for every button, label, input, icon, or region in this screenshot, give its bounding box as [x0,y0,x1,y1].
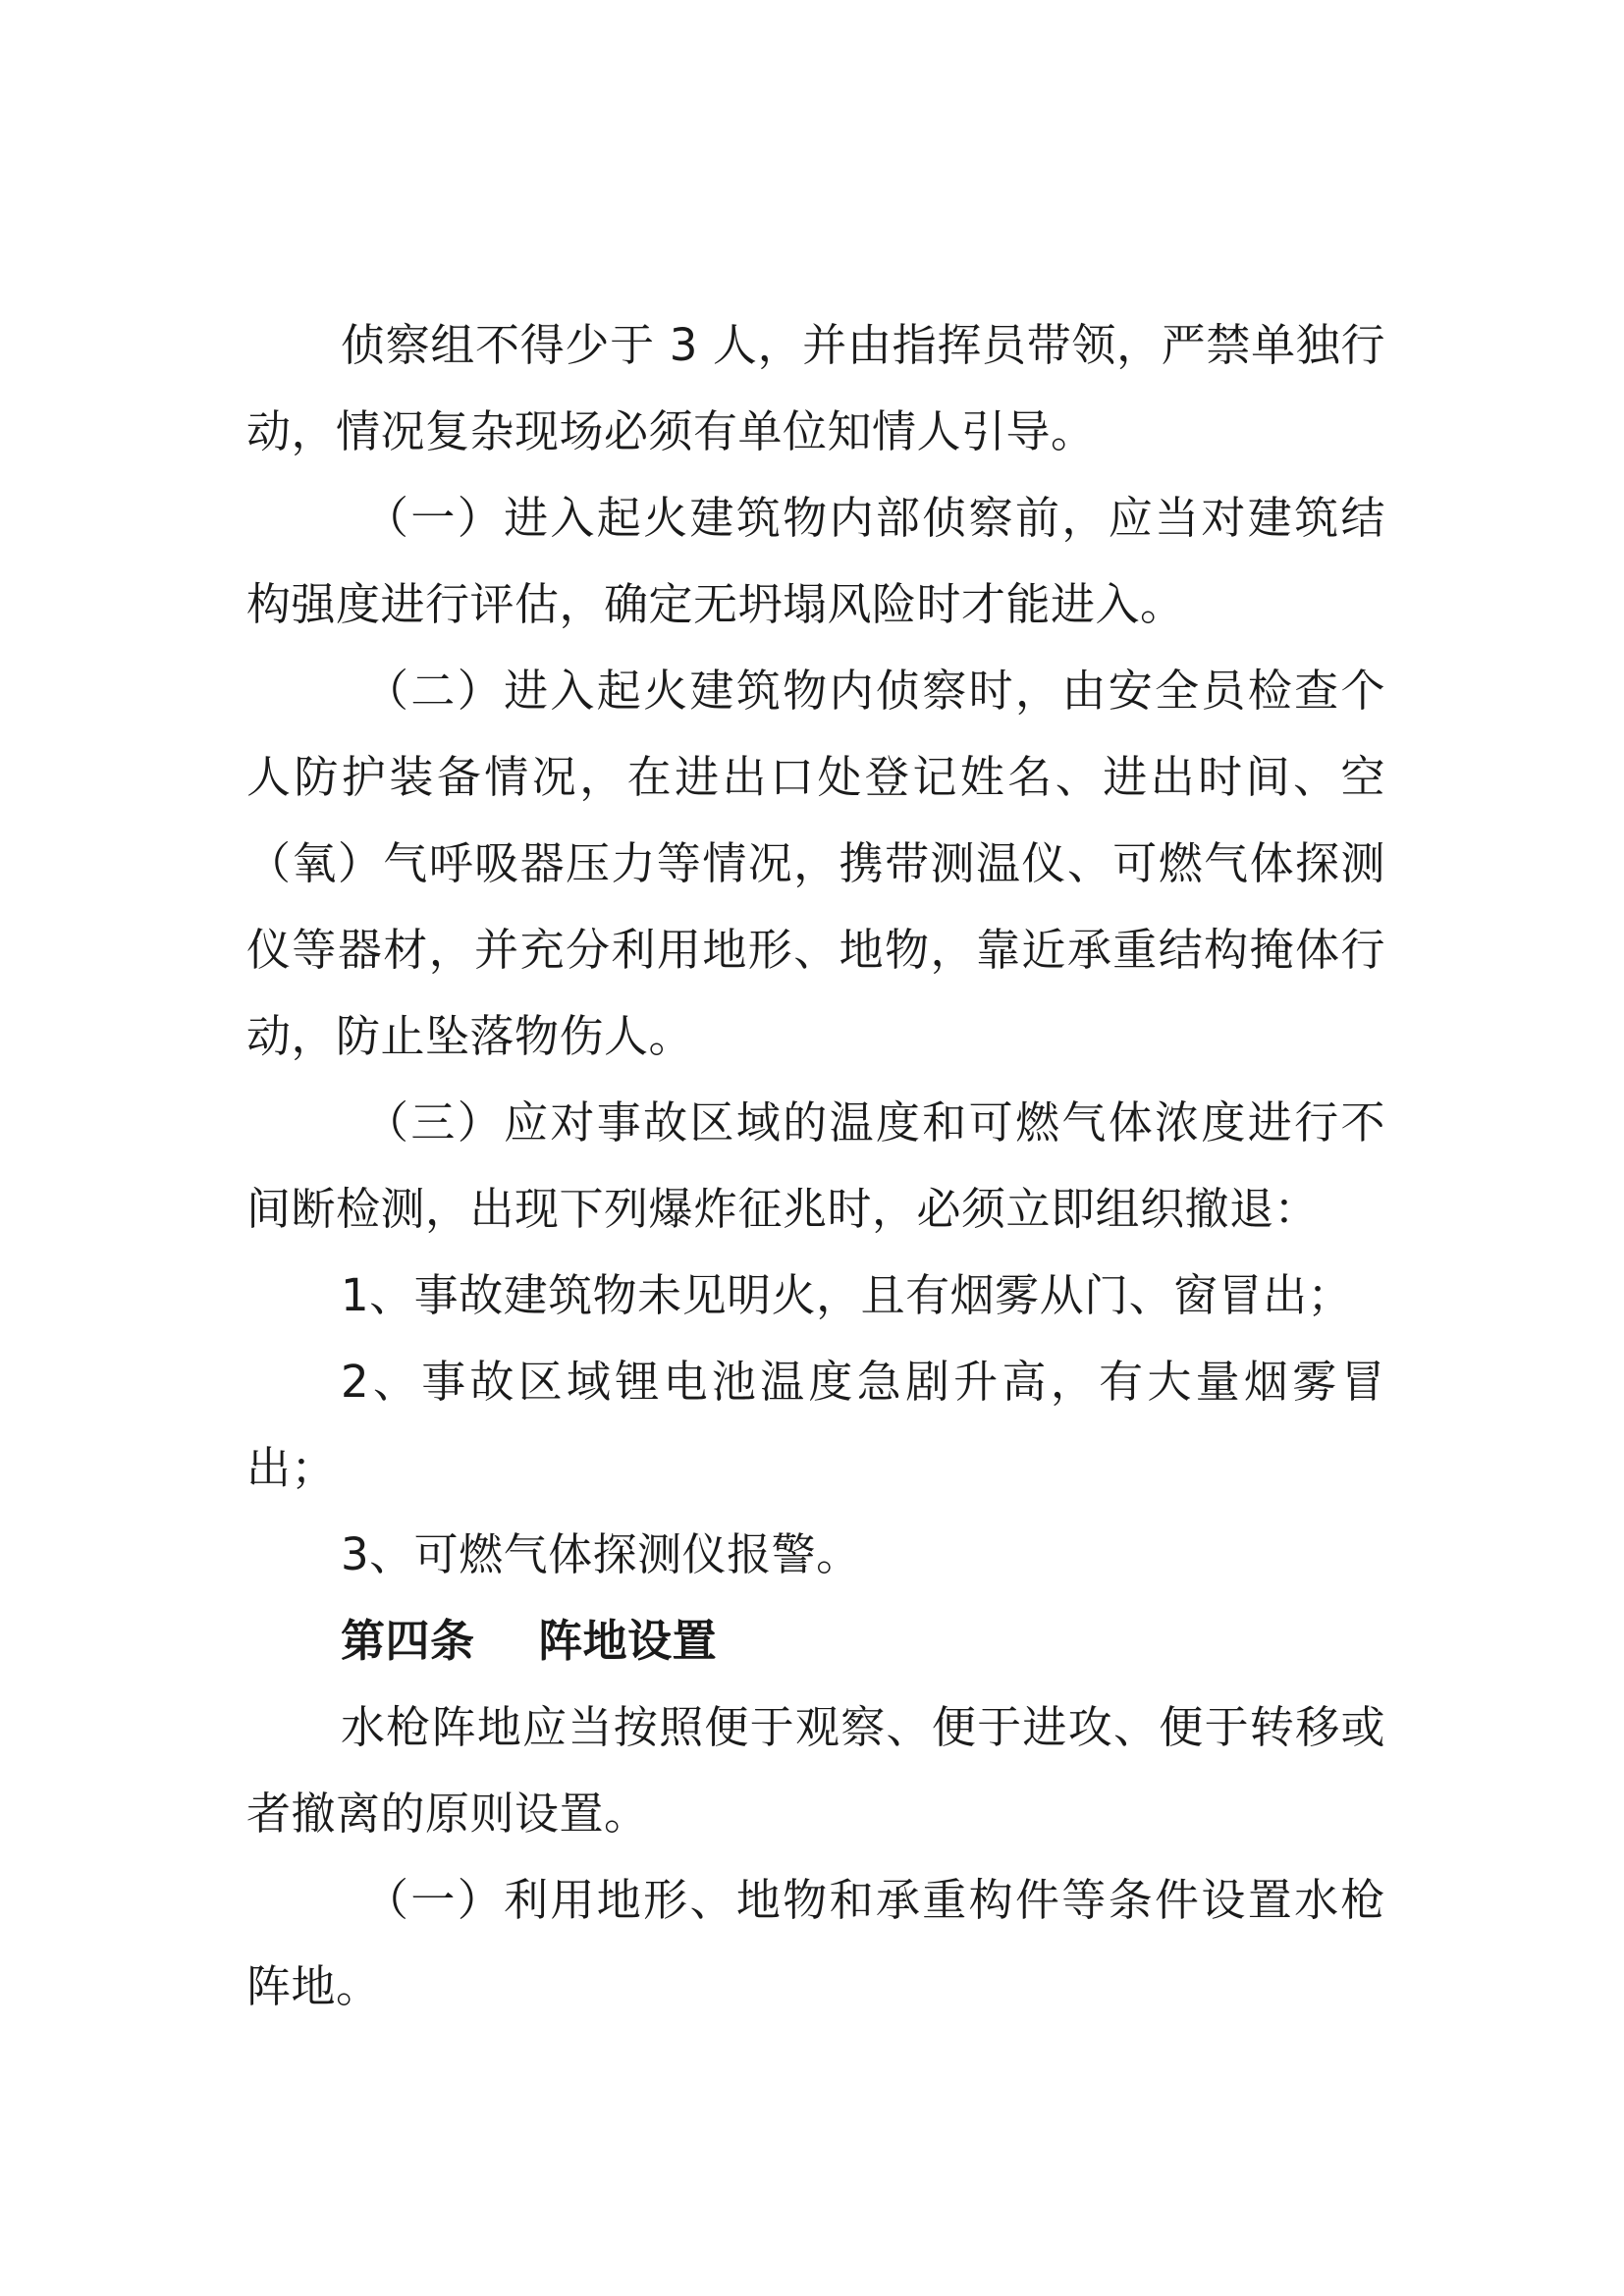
list-item-sign-1: 1、事故建筑物未见明火，且有烟雾从门、窗冒出； [341,1269,1353,1321]
list-item-sign-3: 3、可燃气体探测仪报警。 [341,1528,861,1580]
paragraph-position-setup: 水枪阵地应当按照便于观察、便于进攻、便于转移或者撤离的原则设置。 [246,1701,1385,1840]
list-item-sign-2: 2、事故区域锂电池温度急剧升高，有大量烟雾冒出； [246,1356,1385,1494]
paragraph-position-item-1: （一）利用地形、地物和承重构件等条件设置水枪阵地。 [246,1874,1385,2012]
section-heading: 第四条 阵地设置 [341,1615,718,1667]
document-body [246,302,1385,2030]
paragraph-item-2: （二）进入起火建筑物内侦察时，由安全员检查个人防护装备情况，在进出口处登记姓名、进出时间、空（氧）气呼吸器压力等情况，携带测温仪、可燃气体探测仪等器材，并充分利用地形、地物，靠近承重结构掩体行动，防止坠落物伤人。 [246,665,1385,1062]
paragraph-reconnaissance-team: 侦察组不得少于 3 人，并由指挥员带领，严禁单独行动，情况复杂现场必须有单位知情人引导。 [246,319,1385,457]
paragraph-item-1: （一）进入起火建筑物内部侦察前，应当对建筑结构强度进行评估，确定无坍塌风险时才能进入。 [246,492,1385,630]
paragraph-item-3: （三）应对事故区域的温度和可燃气体浓度进行不间断检测，出现下列爆炸征兆时，必须立即组织撤退： [246,1096,1385,1235]
